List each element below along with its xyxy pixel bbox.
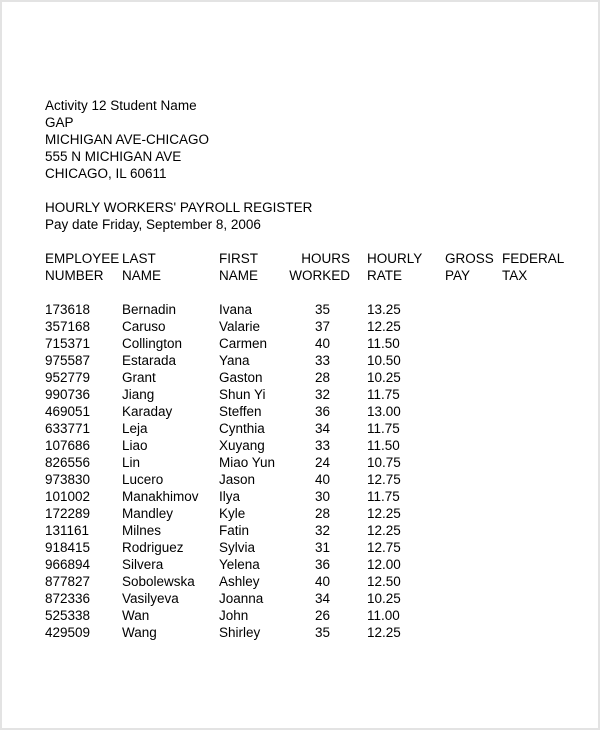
cell-gross-pay — [445, 590, 502, 607]
cell-first-name: Ashley — [219, 574, 260, 589]
column-header-hourly-rate-line1: HOURLY — [367, 251, 423, 266]
cell-employee-number: 877827 — [45, 574, 91, 589]
cell-first-name: Ivana — [219, 302, 253, 317]
table-row — [45, 471, 598, 488]
cell-hours-worked: 34 — [314, 421, 330, 436]
cell-last-name: Collington — [122, 336, 183, 351]
cell-employee-number: 101002 — [45, 489, 91, 504]
cell-hours-worked: 35 — [314, 302, 330, 317]
cell-hours-worked: 28 — [314, 370, 330, 385]
address-line-activity: Activity 12 Student Name — [45, 98, 197, 113]
cell-federal-tax — [502, 454, 598, 471]
table-row — [45, 573, 598, 590]
cell-gross-pay — [445, 454, 502, 471]
cell-employee-number: 975587 — [45, 353, 91, 368]
table-header-row-1 — [45, 250, 598, 267]
cell-federal-tax — [502, 607, 598, 624]
table-row — [45, 590, 598, 607]
table-header-row-2 — [45, 267, 598, 284]
cell-last-name: Bernadin — [122, 302, 177, 317]
cell-federal-tax — [502, 590, 598, 607]
cell-employee-number: 973830 — [45, 472, 91, 487]
cell-gross-pay — [445, 488, 502, 505]
cell-federal-tax — [502, 573, 598, 590]
cell-hourly-rate: 11.50 — [367, 438, 400, 453]
table-row — [45, 420, 598, 437]
cell-hours-worked: 24 — [314, 455, 330, 470]
payroll-table-body — [45, 301, 598, 641]
cell-hourly-rate: 10.25 — [367, 370, 401, 385]
cell-gross-pay — [445, 420, 502, 437]
cell-hours-worked: 33 — [314, 353, 330, 368]
cell-last-name: Wan — [122, 608, 150, 623]
cell-employee-number: 872336 — [45, 591, 91, 606]
cell-first-name: Ilya — [219, 489, 241, 504]
column-header-hours-worked-line2: WORKED — [289, 268, 350, 283]
column-header-federal-tax-line1: FEDERAL — [502, 251, 565, 266]
cell-hourly-rate: 11.75 — [367, 387, 400, 402]
cell-employee-number: 107686 — [45, 438, 91, 453]
cell-gross-pay — [445, 386, 502, 403]
column-header-employee-number-line1: EMPLOYEE — [45, 251, 120, 266]
cell-employee-number: 173618 — [45, 302, 91, 317]
cell-employee-number: 826556 — [45, 455, 91, 470]
cell-last-name: Leja — [122, 421, 148, 436]
table-row — [45, 454, 598, 471]
cell-hours-worked: 26 — [314, 608, 330, 623]
cell-hourly-rate: 13.00 — [367, 404, 401, 419]
table-row — [45, 437, 598, 454]
cell-hours-worked: 36 — [314, 557, 330, 572]
cell-first-name: Kyle — [219, 506, 246, 521]
cell-federal-tax — [502, 386, 598, 403]
cell-first-name: Jason — [219, 472, 256, 487]
cell-first-name: John — [219, 608, 249, 623]
cell-hourly-rate: 11.00 — [367, 608, 400, 623]
cell-gross-pay — [445, 573, 502, 590]
cell-last-name: Grant — [122, 370, 156, 385]
table-row — [45, 318, 598, 335]
cell-last-name: Mandley — [122, 506, 174, 521]
cell-federal-tax — [502, 335, 598, 352]
cell-hourly-rate: 12.25 — [367, 625, 401, 640]
cell-federal-tax — [502, 471, 598, 488]
cell-gross-pay — [445, 624, 502, 641]
cell-last-name: Lin — [122, 455, 141, 470]
cell-last-name: Liao — [122, 438, 148, 453]
cell-hourly-rate: 12.25 — [367, 506, 401, 521]
column-header-first-name-line1: FIRST — [219, 251, 258, 266]
cell-first-name: Miao Yun — [219, 455, 276, 470]
cell-employee-number: 357168 — [45, 319, 91, 334]
cell-employee-number: 429509 — [45, 625, 91, 640]
table-row — [45, 556, 598, 573]
cell-employee-number: 525338 — [45, 608, 91, 623]
table-row — [45, 505, 598, 522]
cell-hourly-rate: 12.25 — [367, 523, 401, 538]
cell-first-name: Steffen — [219, 404, 262, 419]
table-row — [45, 624, 598, 641]
cell-gross-pay — [445, 607, 502, 624]
cell-hours-worked: 40 — [314, 472, 330, 487]
column-header-last-name-line2: NAME — [122, 268, 162, 283]
column-header-hours-worked-line1: HOURS — [301, 251, 350, 266]
cell-last-name: Sobolewska — [122, 574, 195, 589]
cell-hourly-rate: 12.75 — [367, 472, 401, 487]
register-title: HOURLY WORKERS' PAYROLL REGISTER — [45, 200, 313, 215]
table-header — [45, 250, 598, 284]
cell-federal-tax — [502, 301, 598, 318]
cell-last-name: Rodriguez — [122, 540, 184, 555]
cell-first-name: Shun Yi — [219, 387, 266, 402]
cell-last-name: Vasilyeva — [122, 591, 179, 606]
cell-gross-pay — [445, 556, 502, 573]
cell-hours-worked: 34 — [314, 591, 330, 606]
column-header-last-name-line1: LAST — [122, 251, 156, 266]
cell-hours-worked: 33 — [314, 438, 330, 453]
cell-hourly-rate: 13.25 — [367, 302, 401, 317]
cell-hours-worked: 40 — [314, 336, 330, 351]
table-row — [45, 539, 598, 556]
cell-hourly-rate: 12.00 — [367, 557, 401, 572]
cell-hourly-rate: 10.25 — [367, 591, 401, 606]
cell-last-name: Milnes — [122, 523, 162, 538]
cell-federal-tax — [502, 420, 598, 437]
cell-employee-number: 172289 — [45, 506, 91, 521]
address-block — [45, 97, 598, 182]
cell-employee-number: 715371 — [45, 336, 91, 351]
address-line-store: MICHIGAN AVE-CHICAGO — [45, 132, 210, 147]
cell-employee-number: 966894 — [45, 557, 91, 572]
cell-federal-tax — [502, 556, 598, 573]
table-row — [45, 488, 598, 505]
cell-federal-tax — [502, 539, 598, 556]
cell-hourly-rate: 12.25 — [367, 319, 401, 334]
column-header-gross-pay-line1: GROSS — [445, 251, 494, 266]
cell-first-name: Shirley — [219, 625, 261, 640]
cell-employee-number: 918415 — [45, 540, 91, 555]
cell-gross-pay — [445, 335, 502, 352]
cell-gross-pay — [445, 539, 502, 556]
cell-last-name: Jiang — [122, 387, 155, 402]
cell-last-name: Karaday — [122, 404, 173, 419]
cell-employee-number: 952779 — [45, 370, 91, 385]
table-row — [45, 403, 598, 420]
column-header-gross-pay-line2: PAY — [445, 268, 471, 283]
cell-federal-tax — [502, 522, 598, 539]
cell-first-name: Gaston — [219, 370, 263, 385]
cell-hourly-rate: 11.75 — [367, 421, 400, 436]
cell-first-name: Yana — [219, 353, 250, 368]
table-row — [45, 607, 598, 624]
cell-hours-worked: 36 — [314, 404, 330, 419]
cell-last-name: Caruso — [122, 319, 166, 334]
cell-hourly-rate: 12.75 — [367, 540, 401, 555]
cell-employee-number: 990736 — [45, 387, 91, 402]
cell-gross-pay — [445, 403, 502, 420]
cell-employee-number: 633771 — [45, 421, 91, 436]
table-row — [45, 335, 598, 352]
address-line-company: GAP — [45, 115, 74, 130]
cell-first-name: Valarie — [219, 319, 261, 334]
cell-hours-worked: 30 — [314, 489, 330, 504]
cell-federal-tax — [502, 318, 598, 335]
cell-employee-number: 469051 — [45, 404, 91, 419]
cell-last-name: Wang — [122, 625, 157, 640]
cell-hours-worked: 32 — [314, 523, 330, 538]
cell-gross-pay — [445, 369, 502, 386]
cell-hours-worked: 28 — [314, 506, 330, 521]
cell-gross-pay — [445, 352, 502, 369]
cell-first-name: Xuyang — [219, 438, 265, 453]
cell-hourly-rate: 12.50 — [367, 574, 401, 589]
cell-gross-pay — [445, 505, 502, 522]
document-content — [2, 97, 598, 641]
cell-federal-tax — [502, 488, 598, 505]
cell-gross-pay — [445, 301, 502, 318]
cell-hours-worked: 35 — [314, 625, 330, 640]
cell-federal-tax — [502, 352, 598, 369]
table-row — [45, 522, 598, 539]
cell-gross-pay — [445, 437, 502, 454]
cell-last-name: Manakhimov — [122, 489, 199, 504]
cell-hours-worked: 31 — [314, 540, 330, 555]
cell-hourly-rate: 11.50 — [367, 336, 400, 351]
column-header-employee-number-line2: NUMBER — [45, 268, 104, 283]
cell-hourly-rate: 11.75 — [367, 489, 400, 504]
cell-hourly-rate: 10.50 — [367, 353, 401, 368]
cell-employee-number: 131161 — [45, 523, 90, 538]
table-row — [45, 369, 598, 386]
cell-federal-tax — [502, 437, 598, 454]
column-header-federal-tax-line2: TAX — [502, 268, 528, 283]
cell-federal-tax — [502, 624, 598, 641]
cell-last-name: Lucero — [122, 472, 164, 487]
cell-last-name: Estarada — [122, 353, 177, 368]
table-row — [45, 301, 598, 318]
column-header-hourly-rate-line2: RATE — [367, 268, 403, 283]
cell-federal-tax — [502, 505, 598, 522]
cell-first-name: Carmen — [219, 336, 268, 351]
payroll-table — [45, 250, 598, 641]
cell-first-name: Yelena — [219, 557, 260, 572]
cell-federal-tax — [502, 403, 598, 420]
pay-date-line: Pay date Friday, September 8, 2006 — [45, 217, 261, 232]
cell-hours-worked: 37 — [314, 319, 330, 334]
table-row — [45, 352, 598, 369]
cell-hours-worked: 32 — [314, 387, 330, 402]
column-header-first-name-line2: NAME — [219, 268, 259, 283]
cell-hours-worked: 40 — [314, 574, 330, 589]
cell-last-name: Silvera — [122, 557, 164, 572]
cell-gross-pay — [445, 318, 502, 335]
cell-gross-pay — [445, 471, 502, 488]
cell-first-name: Fatin — [219, 523, 250, 538]
table-row — [45, 386, 598, 403]
cell-first-name: Cynthia — [219, 421, 265, 436]
address-line-city: CHICAGO, IL 60611 — [45, 166, 167, 181]
cell-gross-pay — [445, 522, 502, 539]
cell-first-name: Sylvia — [219, 540, 256, 555]
cell-first-name: Joanna — [219, 591, 264, 606]
cell-hourly-rate: 10.75 — [367, 455, 401, 470]
address-line-street: 555 N MICHIGAN AVE — [45, 149, 182, 164]
cell-federal-tax — [502, 369, 598, 386]
title-block — [45, 199, 598, 233]
